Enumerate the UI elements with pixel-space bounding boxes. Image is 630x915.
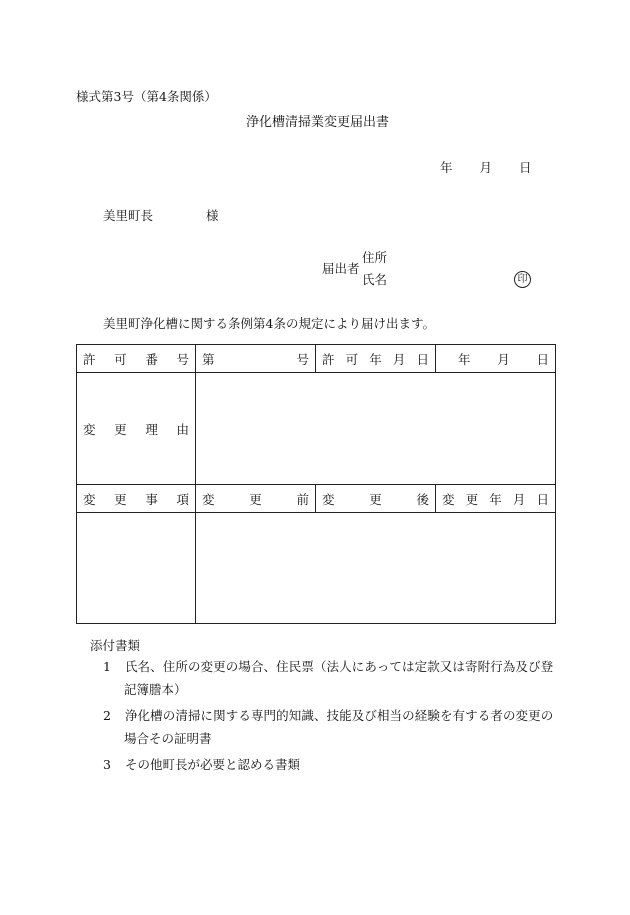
permit-no-char: 可 [114,351,127,367]
reason-field[interactable] [196,373,556,485]
no-suffix: 号 [296,351,309,367]
items-field[interactable] [77,513,196,624]
before-char: 前 [296,491,309,507]
before-label-cell [196,485,316,513]
permit-row [77,345,556,373]
permit-no-char: 号 [176,351,189,367]
items-char: 項 [176,491,189,507]
permit-date-label-cell [316,345,436,373]
before-char: 変 [202,491,215,507]
permit-date-char: 月 [392,351,406,367]
date-year: 年 [440,160,453,175]
attachment-num: 2 [103,708,111,723]
after-char: 更 [369,491,382,507]
reason-char: 理 [145,421,158,437]
name-label: 氏名 [362,272,388,287]
change-date-char: 年 [489,491,502,507]
change-date-label-cell [436,485,556,513]
items-header-row [77,485,556,513]
date-month: 月 [479,160,493,175]
permit-date-char: 可 [345,351,359,367]
attachment-num: 1 [103,659,111,674]
after-label-cell [316,485,436,513]
reason-row [77,373,556,485]
permit-date-char: 年 [369,351,382,367]
attachment-item-3 [103,753,300,776]
addressee-name: 美里町長 [103,208,154,223]
items-detail-field[interactable] [196,513,556,624]
permit-no-field[interactable] [196,345,316,373]
no-prefix: 第 [202,351,215,367]
after-char: 後 [416,491,429,507]
seal-mark [514,270,531,288]
notifier-label: 届出者 [322,261,360,276]
items-char: 変 [83,491,96,507]
attachment-num: 3 [103,757,111,772]
reason-label-cell [77,373,196,485]
permit-date-month: 月 [497,351,510,367]
change-date-char: 月 [512,491,526,507]
permit-date-year: 年 [458,351,471,367]
date-line [440,158,532,176]
permit-date-char: 日 [416,351,429,367]
reason-char: 由 [176,421,189,437]
items-label-cell [77,485,196,513]
items-char: 事 [145,491,158,507]
permit-date-char: 許 [322,351,335,367]
date-day: 日 [519,160,532,175]
change-date-char: 変 [442,491,455,507]
attachment-item-1-cont: 記簿謄本） [124,682,187,697]
change-date-char: 日 [536,491,549,507]
items-detail-row [77,513,556,624]
permit-no-label-cell [77,345,196,373]
reason-char: 変 [83,421,96,437]
form-number: 様式第3号（第4条関係） [76,89,217,104]
attachment-text: 氏名、住所の変更の場合、住民票（法人にあっては定款又は寄附行為及び登 [124,659,554,674]
statement: 美里町浄化槽に関する条例第4条の規定により届け出ます。 [103,316,435,331]
permit-no-char: 許 [83,351,96,367]
permit-date-field[interactable] [436,345,556,373]
permit-no-char: 番 [145,351,158,367]
attachment-item-1 [103,655,553,678]
seal-icon: 印 [514,271,531,288]
attachment-text: 浄化槽の清掃に関する専門的知識、技能及び相当の経験を有する者の変更の [124,708,554,723]
attachment-item-2 [103,704,553,727]
change-date-char: 更 [465,491,479,507]
change-form-table [76,344,556,624]
reason-char: 更 [114,421,127,437]
document-title: 浄化槽清掃業変更届出書 [246,115,390,130]
after-char: 変 [322,491,335,507]
items-char: 更 [114,491,127,507]
addressee-honorific: 様 [206,208,219,223]
address-label: 住所 [362,250,388,265]
attachments-heading: 添付書類 [90,638,141,653]
permit-date-day: 日 [536,351,549,367]
attachment-item-2-cont: 場合その証明書 [124,731,212,746]
before-char: 更 [249,491,262,507]
attachment-text: その他町長が必要と認める書類 [124,757,300,772]
